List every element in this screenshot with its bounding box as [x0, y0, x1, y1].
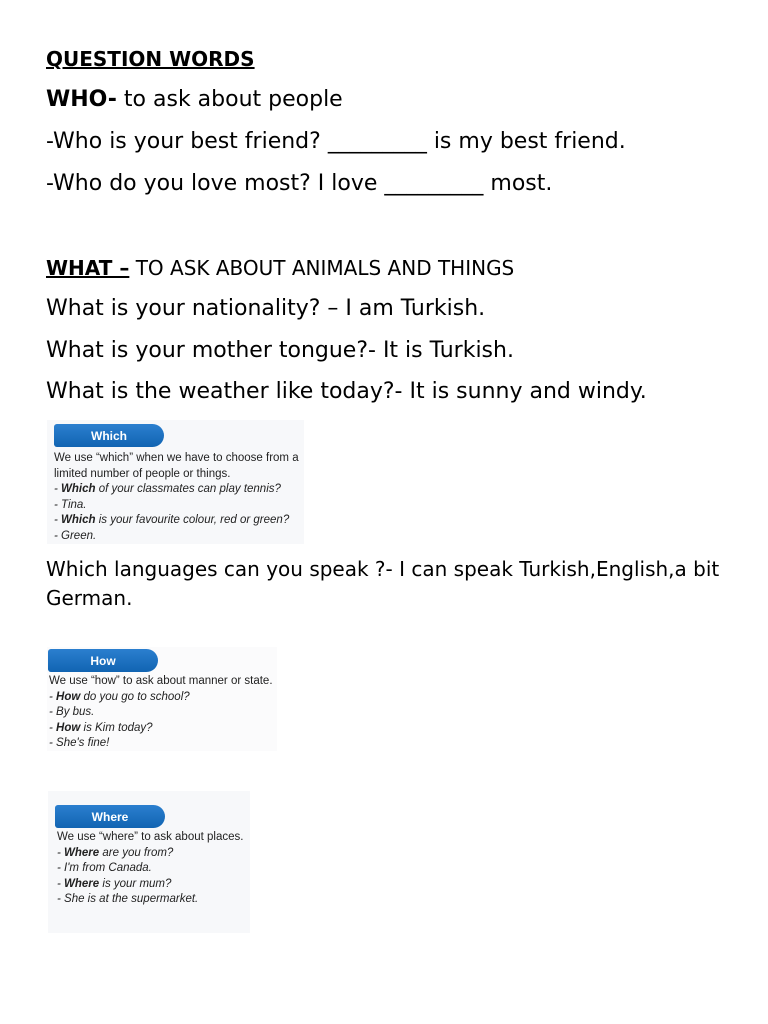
page-title: QUESTION WORDS — [46, 47, 255, 71]
which-card-example-4: - Green. — [54, 529, 97, 542]
who-label: WHO- — [46, 87, 117, 112]
where-card-text — [57, 830, 243, 908]
how-card-example-2: - By bus. — [49, 706, 95, 718]
who-heading — [46, 89, 343, 111]
which-sentence: Which languages can you speak ?- I can speak Turkish,English,a bit German. — [46, 557, 720, 610]
which-card-example-1-rest: of your classmates can play tennis? — [95, 483, 281, 495]
how-card-header: How — [48, 649, 158, 672]
which-card-example-3: - Which is your favourite colour, red or green? — [54, 514, 290, 526]
who-example-2: -Who do you love most? I love _________ most. — [46, 171, 553, 196]
which-card-header: Which — [54, 424, 164, 447]
how-card — [47, 647, 277, 751]
where-card-example-3: - Where is your mum? — [57, 877, 172, 890]
what-label: WHAT – — [46, 256, 130, 280]
where-card-example-2: - I'm from Canada. — [57, 862, 152, 874]
which-card-text — [54, 451, 299, 544]
where-card-example-4: - She is at the supermarket. — [57, 893, 199, 905]
which-card-example-2: - Tina. — [54, 498, 87, 511]
what-example-3: What is the weather like today?- It is sunny and windy. — [46, 379, 647, 404]
how-card-example-1-keyword: How — [56, 690, 81, 703]
what-heading — [46, 258, 514, 278]
where-card-example-1-keyword: Where — [64, 846, 100, 859]
how-card-example-1-rest: do you go to school? — [80, 690, 190, 703]
who-description: to ask about people — [116, 87, 343, 112]
which-card-desc-line-1: We use “which” when we have to choose from a — [54, 452, 299, 464]
which-card-example-3-rest: is your favourite colour, red or green? — [95, 514, 290, 526]
where-card-example-1-rest: are you from? — [99, 846, 174, 859]
who-example-1: -Who is your best friend? _________ is my best friend. — [46, 129, 626, 154]
where-card — [48, 791, 250, 933]
what-example-2: What is your mother tongue?- It is Turkish. — [46, 338, 514, 363]
how-card-example-3-keyword: How — [56, 721, 81, 734]
where-card-example-3-rest: is your mum? — [99, 877, 172, 890]
which-card-example-3-keyword: Which — [61, 514, 96, 526]
how-card-desc: We use “how” to ask about manner or state. — [49, 675, 273, 687]
how-card-text — [49, 674, 273, 751]
how-card-example-1: - How do you go to school? — [49, 690, 190, 703]
which-card-desc-line-2: limited number of people or things. — [54, 467, 231, 480]
where-card-example-1: - Where are you from? — [57, 846, 174, 859]
what-example-1: What is your nationality? – I am Turkish. — [46, 296, 486, 321]
where-card-desc: We use “where” to ask about places. — [57, 831, 244, 843]
how-card-example-4: - She's fine! — [49, 737, 110, 749]
where-card-example-3-keyword: Where — [64, 877, 100, 890]
what-description: TO ASK ABOUT ANIMALS AND THINGS — [129, 256, 515, 280]
how-card-example-3: - How is Kim today? — [49, 721, 153, 734]
which-card-example-1: - Which of your classmates can play tennis? — [54, 483, 281, 495]
where-card-header: Where — [55, 805, 165, 828]
which-card — [47, 420, 304, 544]
how-card-example-3-rest: is Kim today? — [80, 721, 153, 734]
which-card-example-1-keyword: Which — [61, 483, 96, 495]
